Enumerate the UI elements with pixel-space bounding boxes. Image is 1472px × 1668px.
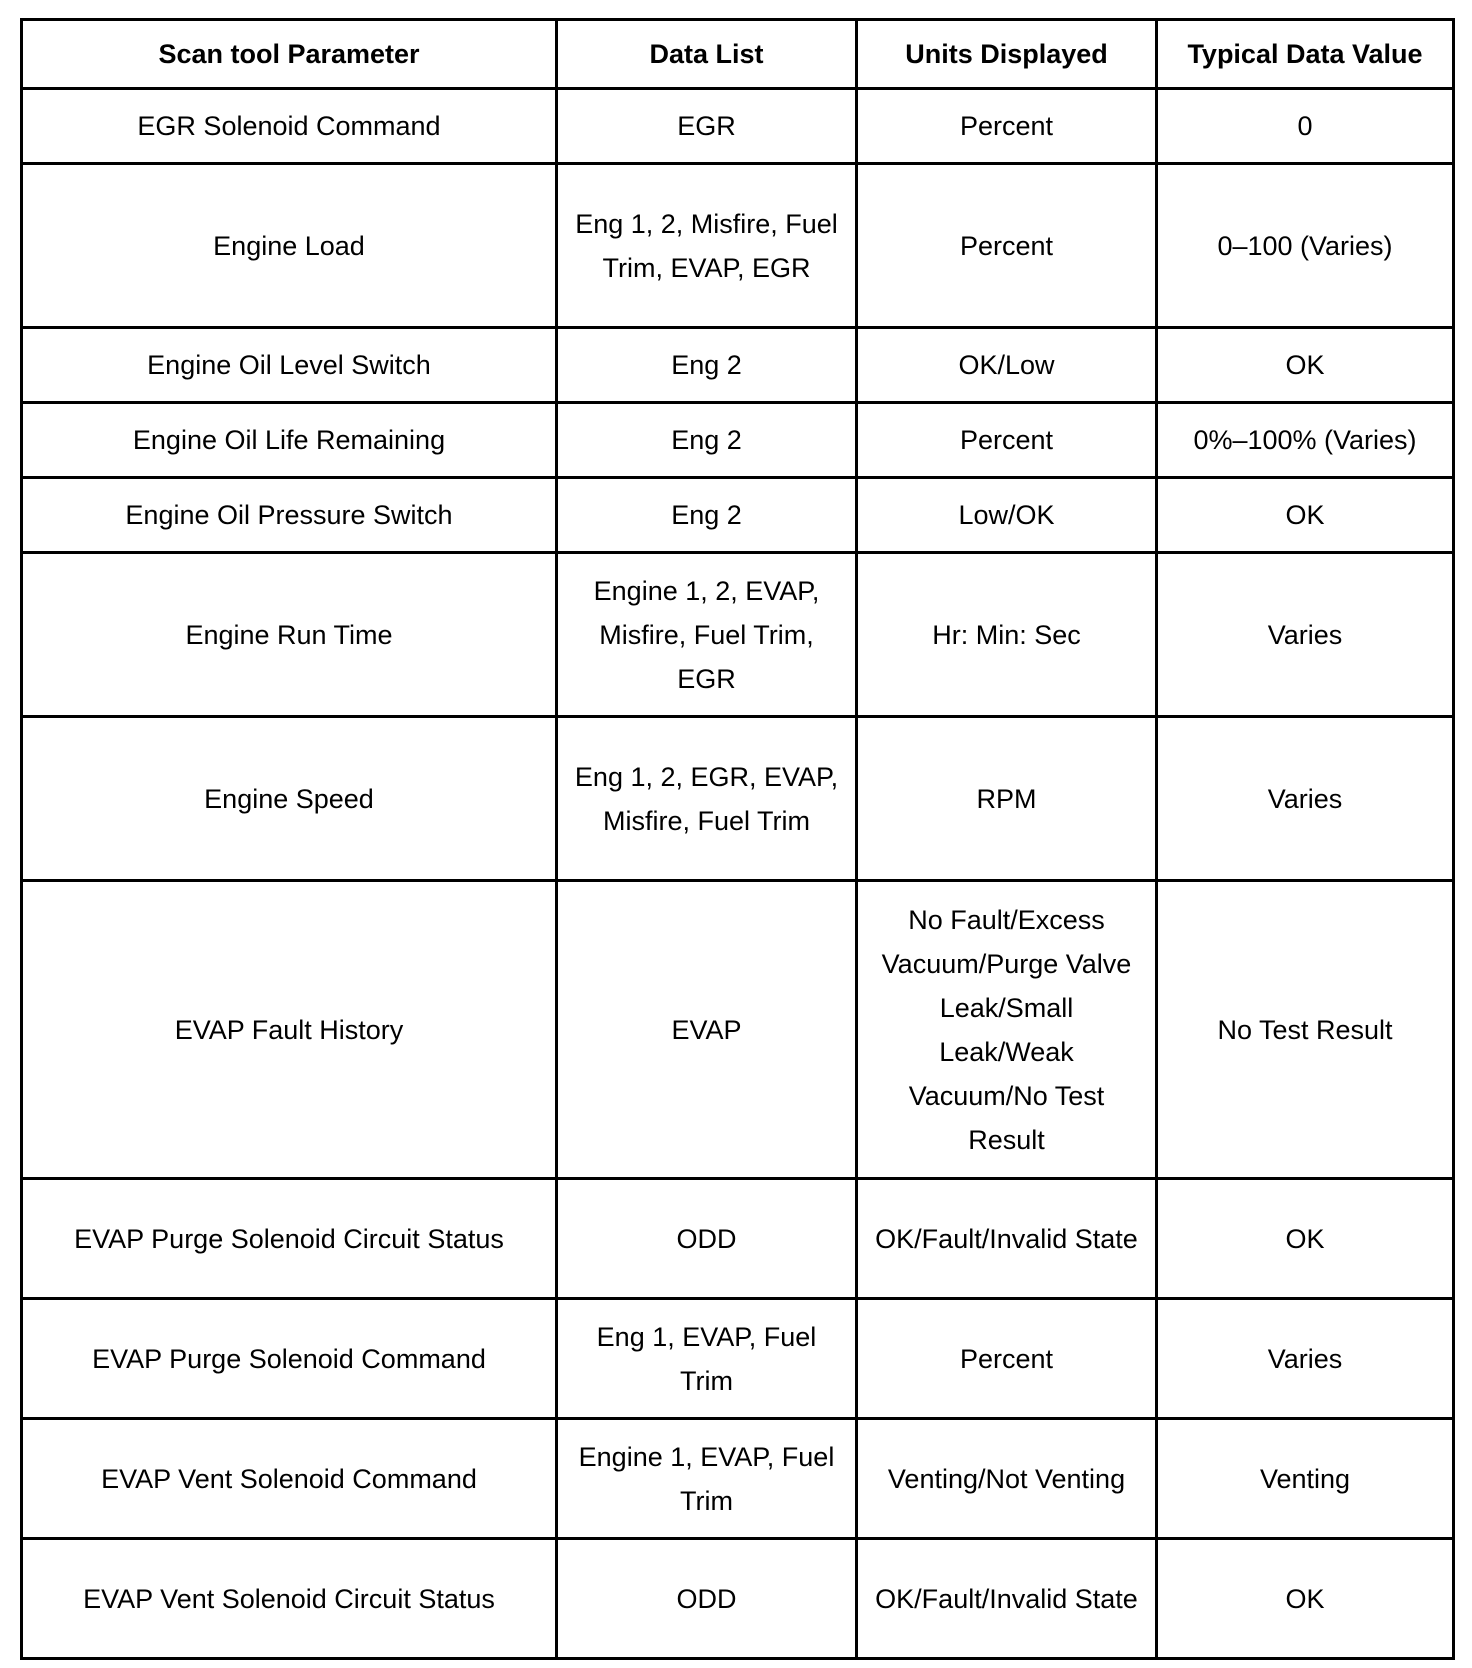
table-row [22, 1299, 1454, 1419]
cell-parameter: Engine Oil Life Remaining [22, 403, 557, 478]
cell-units: OK/Fault/Invalid State [857, 1179, 1157, 1299]
cell-units: OK/Fault/Invalid State [857, 1539, 1157, 1659]
cell-parameter: EVAP Fault History [22, 881, 557, 1179]
cell-data-list: Eng 2 [557, 403, 857, 478]
cell-typical-value: OK [1157, 1179, 1454, 1299]
cell-typical-value: Venting [1157, 1419, 1454, 1539]
cell-typical-value: Varies [1157, 717, 1454, 881]
cell-typical-value: Varies [1157, 1299, 1454, 1419]
cell-data-list: Eng 1, 2, EGR, EVAP, Misfire, Fuel Trim [557, 717, 857, 881]
cell-units: Hr: Min: Sec [857, 553, 1157, 717]
table-row [22, 1539, 1454, 1659]
cell-typical-value: OK [1157, 328, 1454, 403]
cell-parameter: EVAP Vent Solenoid Command [22, 1419, 557, 1539]
cell-data-list: Eng 2 [557, 478, 857, 553]
cell-parameter: Engine Speed [22, 717, 557, 881]
cell-data-list: ODD [557, 1539, 857, 1659]
cell-units: Venting/Not Venting [857, 1419, 1157, 1539]
table-row [22, 881, 1454, 1179]
cell-units: Percent [857, 164, 1157, 328]
cell-data-list: Engine 1, EVAP, Fuel Trim [557, 1419, 857, 1539]
cell-data-list: Eng 1, EVAP, Fuel Trim [557, 1299, 857, 1419]
table-row [22, 717, 1454, 881]
table-row [22, 478, 1454, 553]
cell-parameter: Engine Run Time [22, 553, 557, 717]
cell-typical-value: Varies [1157, 553, 1454, 717]
cell-units: Low/OK [857, 478, 1157, 553]
cell-data-list: EVAP [557, 881, 857, 1179]
cell-parameter: EGR Solenoid Command [22, 89, 557, 164]
cell-data-list: EGR [557, 89, 857, 164]
cell-data-list: ODD [557, 1179, 857, 1299]
cell-parameter: EVAP Purge Solenoid Command [22, 1299, 557, 1419]
table-row [22, 1419, 1454, 1539]
cell-parameter: EVAP Purge Solenoid Circuit Status [22, 1179, 557, 1299]
cell-parameter: EVAP Vent Solenoid Circuit Status [22, 1539, 557, 1659]
table-row [22, 89, 1454, 164]
cell-typical-value: No Test Result [1157, 881, 1454, 1179]
scan-tool-parameter-table [20, 18, 1455, 1660]
header-data-list: Data List [557, 20, 857, 89]
cell-typical-value: 0–100 (Varies) [1157, 164, 1454, 328]
cell-parameter: Engine Load [22, 164, 557, 328]
header-units-displayed: Units Displayed [857, 20, 1157, 89]
table-row [22, 403, 1454, 478]
cell-typical-value: 0 [1157, 89, 1454, 164]
cell-units: No Fault/Excess Vacuum/Purge Valve Leak/Small Leak/Weak Vacuum/No Test Result [857, 881, 1157, 1179]
cell-units: Percent [857, 403, 1157, 478]
cell-units: Percent [857, 1299, 1157, 1419]
cell-units: Percent [857, 89, 1157, 164]
cell-data-list: Eng 2 [557, 328, 857, 403]
cell-parameter: Engine Oil Pressure Switch [22, 478, 557, 553]
cell-data-list: Eng 1, 2, Misfire, Fuel Trim, EVAP, EGR [557, 164, 857, 328]
table-row [22, 328, 1454, 403]
header-scan-tool-parameter: Scan tool Parameter [22, 20, 557, 89]
cell-typical-value: 0%–100% (Varies) [1157, 403, 1454, 478]
cell-data-list: Engine 1, 2, EVAP, Misfire, Fuel Trim, EGR [557, 553, 857, 717]
cell-typical-value: OK [1157, 1539, 1454, 1659]
cell-units: RPM [857, 717, 1157, 881]
header-typical-data-value: Typical Data Value [1157, 20, 1454, 89]
header-row [22, 20, 1454, 89]
table-row [22, 164, 1454, 328]
table-row [22, 1179, 1454, 1299]
cell-parameter: Engine Oil Level Switch [22, 328, 557, 403]
cell-units: OK/Low [857, 328, 1157, 403]
cell-typical-value: OK [1157, 478, 1454, 553]
table-row [22, 553, 1454, 717]
scan-tool-parameter-table-container [20, 18, 1452, 1660]
